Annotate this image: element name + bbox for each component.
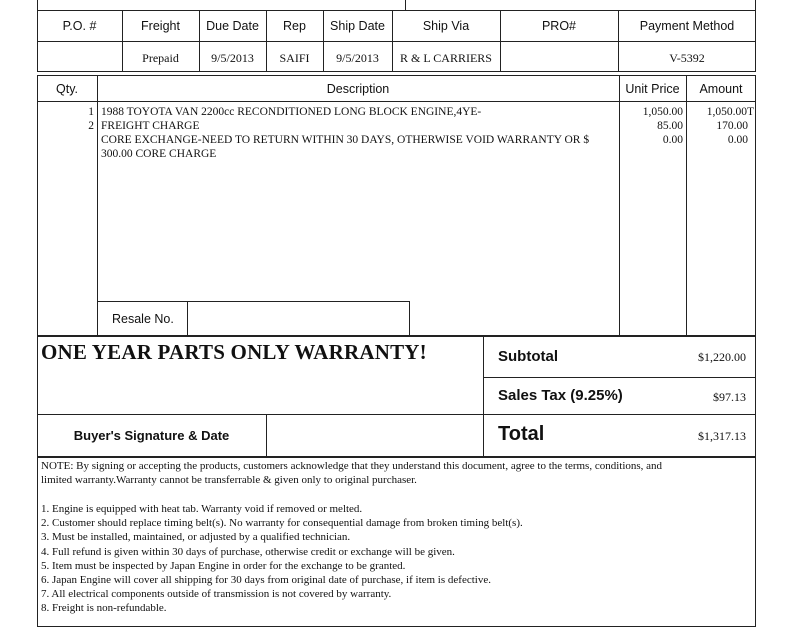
item-description: 1988 TOYOTA VAN 2200cc RECONDITIONED LONG BLOCK ENGINE,4YE- [101, 106, 482, 118]
item-qty: 2 [88, 120, 94, 132]
sales-tax-label: Sales Tax (9.25%) [498, 387, 623, 404]
condition-item: 8. Freight is non-refundable. [41, 602, 167, 615]
item-qty: 1 [88, 106, 94, 118]
condition-item: 5. Item must be inspected by Japan Engine in order for the exchange to be granted. [41, 559, 406, 572]
col-freight: Freight [141, 19, 180, 33]
col-ship-date: Ship Date [330, 19, 385, 33]
note-line: limited warranty.Warranty cannot be transferrable & given only to original purchaser. [41, 474, 417, 486]
items-col-description: Description [326, 82, 390, 96]
items-col-qty: Qty. [56, 82, 78, 96]
rep-value: SAIFI [279, 51, 310, 65]
col-rep: Rep [283, 19, 306, 33]
item-amount: 170.00 [716, 120, 748, 132]
item-unit-price: 85.00 [657, 120, 683, 132]
total-value: $1,317.13 [698, 429, 746, 443]
item-amount: 0.00 [727, 134, 748, 146]
condition-item: 3. Must be installed, maintained, or adjusted by a qualified technician. [41, 531, 351, 544]
items-col-unit-price: Unit Price [625, 82, 680, 96]
ship-date-value: 9/5/2013 [336, 51, 379, 65]
signature-field[interactable] [268, 416, 481, 456]
note-line: NOTE: By signing or accepting the products, customers acknowledge that they understand this document, agree to the terms, conditions, and [41, 460, 663, 472]
payment-method-value: V-5392 [669, 51, 705, 65]
condition-item: 1. Engine is equipped with heat tab. Warranty void if removed or melted. [41, 503, 363, 515]
subtotal-label: Subtotal [498, 348, 558, 365]
item-unit-price: 0.00 [662, 134, 683, 146]
condition-item: 4. Full refund is given within 30 days of purchase, otherwise credit or exchange will be given. [41, 545, 455, 558]
sales-tax-value: $97.13 [713, 390, 746, 404]
col-ship-via: Ship Via [422, 19, 470, 33]
warranty-banner: ONE YEAR PARTS ONLY WARRANTY! [41, 340, 427, 364]
item-description: CORE EXCHANGE-NEED TO RETURN WITHIN 30 DAYS, OTHERWISE VOID WARRANTY OR $ [101, 134, 590, 146]
item-description: FREIGHT CHARGE [101, 120, 200, 132]
resale-field[interactable] [189, 303, 408, 335]
col-po: P.O. # [62, 19, 97, 33]
ship-via-value: R & L CARRIERS [400, 51, 492, 65]
item-description: 300.00 CORE CHARGE [101, 148, 217, 160]
total-label: Total [498, 423, 545, 445]
condition-item: 7. All electrical components outside of transmission is not covered by warranty. [41, 588, 392, 601]
buyer-signature-label: Buyer's Signature & Date [73, 428, 230, 443]
condition-item: 6. Japan Engine will cover all shipping for 30 days from original date of purchase, if item is defective. [41, 574, 491, 587]
col-due-date: Due Date [206, 19, 259, 33]
item-unit-price: 1,050.00 [642, 106, 683, 118]
items-col-amount: Amount [699, 82, 743, 96]
col-pro: PRO# [541, 19, 577, 33]
freight-value: Prepaid [142, 51, 179, 65]
col-payment-method: Payment Method [639, 19, 735, 33]
subtotal-value: $1,220.00 [698, 350, 746, 364]
condition-item: 2. Customer should replace timing belt(s). No warranty for consequential damage from broken timing belt(s). [41, 517, 523, 530]
item-amount: 1,050.00T [706, 106, 754, 118]
resale-label: Resale No. [112, 312, 174, 326]
due-date-value: 9/5/2013 [211, 51, 254, 65]
